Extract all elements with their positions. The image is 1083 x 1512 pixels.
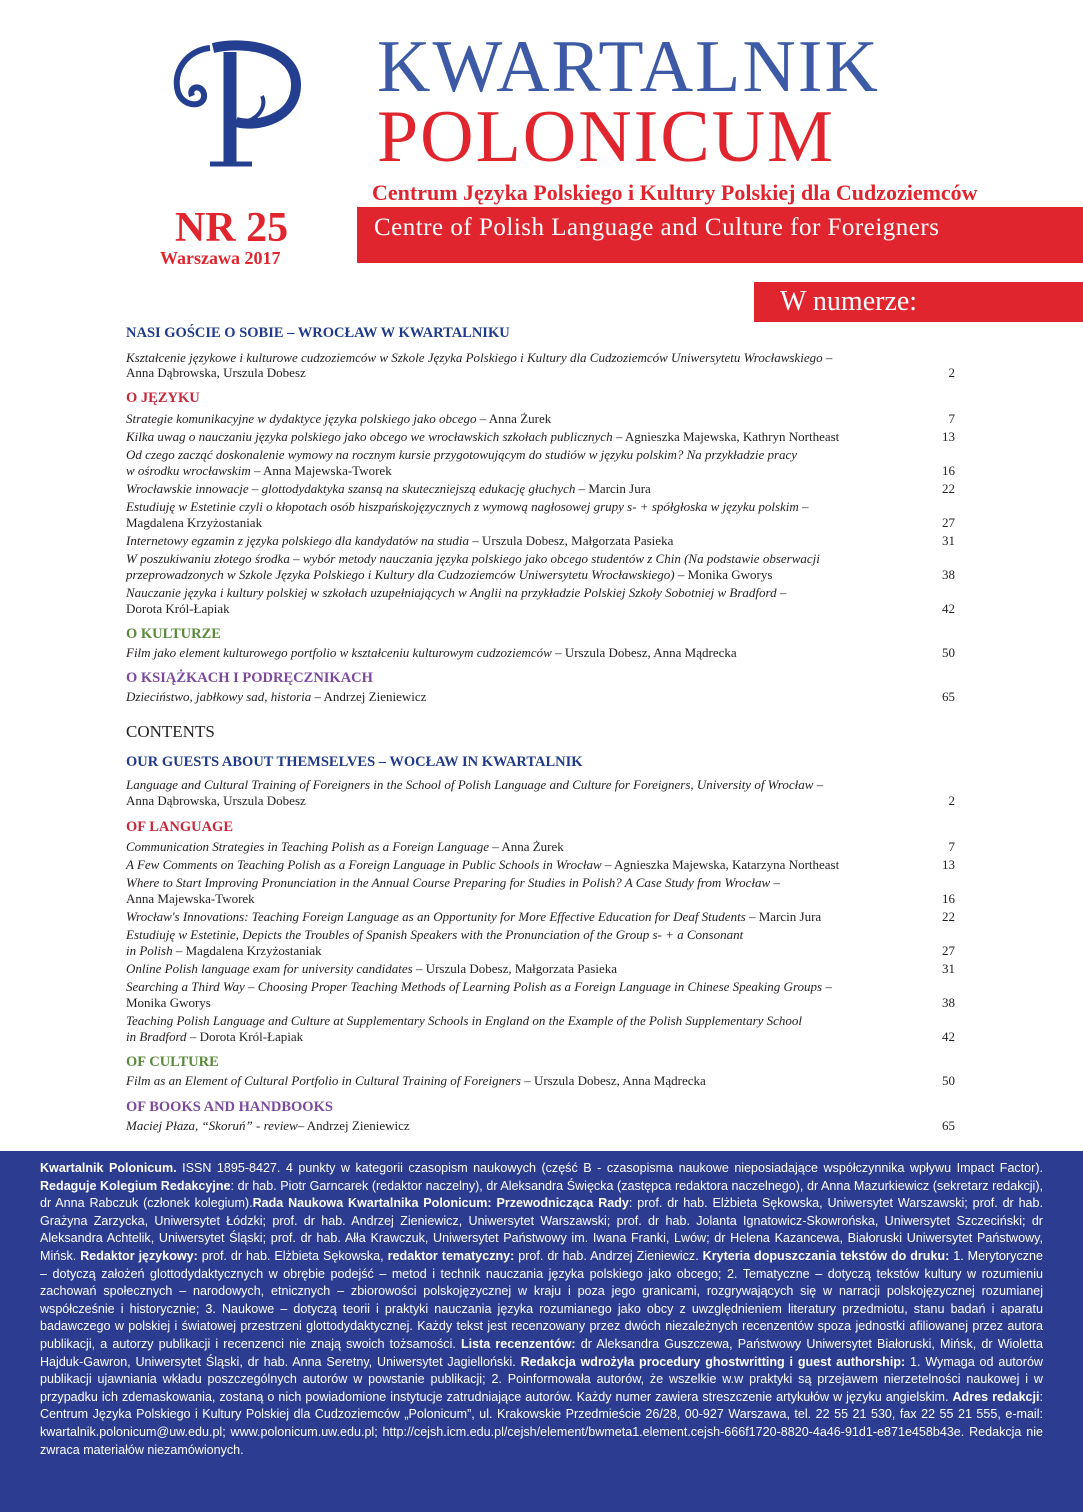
toc-entry-title: in Polish xyxy=(126,943,173,958)
journal-title-line1: KWARTALNIK xyxy=(377,26,880,108)
toc-entry-title: przeprowadzonych w Szkole Języka Polskiego i Kultury dla Cudzoziemców Uniwersytetu Wrocławskiego) xyxy=(126,567,678,582)
section-heading: O JĘZYKU xyxy=(126,390,200,406)
toc-entry-title: Kształcenie językowe i kulturowe cudzoziemców w Szkole Języka Polskiego i Kultury dla Cudzoziemców Uniwersytetu Wrocławskiego – xyxy=(126,350,833,365)
toc-entry-title: W poszukiwaniu złotego środka – wybór metody nauczania języka polskiego jako obcego studentów z Chin (Na podstawie obserwacji xyxy=(126,551,820,566)
toc-entry-authors: Dorota Król-Łapiak xyxy=(126,601,230,616)
toc-page-number: 27 xyxy=(942,943,955,958)
footer-text: prof. dr hab. Elżbieta Sękowska, xyxy=(197,1248,388,1263)
toc-entry-title: Where to Start Improving Pronunciation in the Annual Course Preparing for Studies in Polish? A Case Study from Wrocław – xyxy=(126,875,780,890)
footer-text: : dr hab. Piotr Garncarek (redaktor naczelny), dr Aleksandra Święcka (zastępca redaktora naczelnego), dr Anna Mazurkiewicz (sekretarz redakcji), dr Anna Rabczuk (członek kolegium). xyxy=(40,1178,1043,1211)
toc-entry-authors: Anna Dąbrowska, Urszula Dobesz xyxy=(126,793,306,808)
footer-text: dr Aleksandra Guszczewa, Państwowy Uniwersytet Białoruski, Mińsk, dr Wioletta Hajduk-Gawron, Uniwersytet Śląski, dr hab. Anna Seretny, Uniwersytet Jagielloński. xyxy=(40,1336,1044,1369)
toc-page-number: 42 xyxy=(942,601,955,616)
toc-entry-title: Film jako element kulturowego portfolio w kształceniu kulturowym cudzoziemców xyxy=(126,645,552,660)
toc-page-number: 38 xyxy=(942,995,955,1010)
toc-entry-title: Strategie komunikacyjne w dydaktyce języka polskiego jako obcego xyxy=(126,411,477,426)
footer-text: : prof. dr hab. Elżbieta Sękowska, Uniwersytet Warszawski; prof. dr hab. Grażyna Zarzycka, Uniwersytet Łódzki; prof. dr hab. Andrzej Zieniewicz, Uniwersytet Warszawski; prof. dr hab. Jolanta Ignatowicz-Skowrońska, Uniwersytet Szczeciński; dr Aleksandra Achtelik, Uniwersytet Śląski; prof. dr hab. Ałła Krawczuk, Uniwersytet Państwowy im. Iwana Franki, Lwów; dr Helena Kazancewa, Białoruski Uniwersytet Państwowy, Mińsk. xyxy=(40,1196,1043,1263)
toc-entry-title: Film as an Element of Cultural Portfolio in Cultural Training of Foreigners xyxy=(126,1073,521,1088)
footer-bold: Redaguje Kolegium Redakcyjne xyxy=(40,1178,231,1193)
toc-entry-authors: Anna Majewska-Tworek xyxy=(126,891,255,906)
toc-entry-title: Od czego zacząć doskonalenie wymowy na rocznym kursie przygotowującym do studiów w języku polskim? Na przykładzie pracy xyxy=(126,447,798,462)
toc-page-number: 65 xyxy=(942,1118,955,1133)
section-heading: OUR GUESTS ABOUT THEMSELVES – WOCŁAW IN KWARTALNIK xyxy=(126,754,583,770)
toc-entry-title: Kilka uwag o nauczaniu języka polskiego jako obcego we wrocławskich szkołach publicznych xyxy=(126,429,613,444)
footer-text: prof. dr hab. Andrzej Zieniewicz. xyxy=(514,1248,703,1263)
toc-entry-title: Searching a Third Way – Choosing Proper Teaching Methods of Learning Polish as a Foreign Language in Chinese Speaking Groups – xyxy=(126,979,832,994)
toc-entry-authors: Anna Dąbrowska, Urszula Dobesz xyxy=(126,365,306,380)
toc-entry-authors: Monika Gworys xyxy=(126,995,211,1010)
toc-page-number: 2 xyxy=(948,793,955,808)
toc-entry-title: Nauczanie języka i kultury polskiej w szkołach uzupełniających w Anglii na przykładzie Polskiej Szkoły Sobotniej w Bradford – xyxy=(126,585,787,600)
toc-page-number: 31 xyxy=(942,961,955,976)
toc-entry xyxy=(126,428,839,445)
toc-entry-authors: – Urszula Dobesz, Anna Mądrecka xyxy=(520,1073,706,1088)
toc-entry-authors: – Urszula Dobesz, Małgorzata Pasieka xyxy=(415,961,618,976)
toc-entry-authors: – Magdalena Krzyżostaniak xyxy=(172,943,322,958)
toc-entry-authors: – Urszula Dobesz, Małgorzata Pasieka xyxy=(469,533,674,548)
toc-entry-authors: – Andrzej Zieniewicz xyxy=(297,1118,410,1133)
toc-entry-title: Online Polish language exam for university candidates xyxy=(126,961,416,976)
toc-page-number: 50 xyxy=(942,1073,955,1088)
toc-entry xyxy=(126,942,322,959)
english-institution-name: Centre of Polish Language and Culture for Foreigners xyxy=(374,214,940,241)
toc-entry-authors: – Agnieszka Majewska, Katarzyna Northeast xyxy=(601,857,840,872)
toc-entry-authors: – Anna Żurek xyxy=(476,411,552,426)
polonicum-logo-icon xyxy=(158,30,308,180)
toc-page-number: 16 xyxy=(942,463,955,478)
footer-bold: Kryteria dopuszczania tekstów do druku: xyxy=(702,1248,950,1263)
toc-page-number: 50 xyxy=(942,645,955,660)
toc-page-number: 22 xyxy=(942,481,955,496)
footer-bold: Redaktor językowy: xyxy=(80,1248,198,1263)
toc-page-number: 7 xyxy=(948,411,955,426)
toc-entry-title: Language and Cultural Training of Foreigners in the School of Polish Language and Culture for Foreigners, University of Wrocław – xyxy=(126,777,824,792)
toc-entry-authors: – Dorota Król-Łapiak xyxy=(186,1029,304,1044)
toc-entry-authors: – Monika Gworys xyxy=(677,567,773,582)
toc-entry xyxy=(126,1117,410,1134)
in-issue-label: W numerze: xyxy=(780,286,918,317)
footer-text: ISSN 1895-8427. 4 punkty w kategorii czasopism naukowych (część B - czasopisma naukowe nieposiadające współczynnika wpływu Impact Factor). xyxy=(176,1161,1043,1175)
toc-entry-title: w ośrodku wrocławskim xyxy=(126,463,251,478)
toc-entry-title: Maciej Płaza, “Skoruń” - review xyxy=(126,1118,298,1133)
toc-entry xyxy=(126,908,821,925)
toc-entry-title: Internetowy egzamin z języka polskiego dla kandydatów na studia xyxy=(126,533,470,548)
toc-entry xyxy=(126,1072,706,1089)
toc-entry-title: Estudiuję w Estetinie czyli o kłopotach osób hiszpańskojęzycznych z wymową nagłosowej grupy s- + spółgłoska w języku polskim – xyxy=(126,499,809,514)
footer-bold: Lista recenzentów: xyxy=(461,1336,576,1351)
toc-entry-title: Communication Strategies in Teaching Polish as a Foreign Language xyxy=(126,839,490,854)
toc-entry-authors: – Agnieszka Majewska, Kathryn Northeast xyxy=(612,429,840,444)
toc-page-number: 7 xyxy=(948,839,955,854)
toc-page-number: 16 xyxy=(942,891,955,906)
footer-text: 1. Wymaga od autorów publikacji ujawniania wkładu poszczególnych autorów w powstanie publikacji; 2. Poinformowała autorów, że wszelkie w.w praktyki są przejawem nierzetelności naukowej i w przypadku ich zdemaskowania, zostaną o nich powiadomione instytucje zatrudniające autorów. Każdy numer zawiera streszczenie artykułów w języku angielskim. xyxy=(40,1354,1043,1404)
section-heading: O KSIĄŻKACH I PODRĘCZNIKACH xyxy=(126,670,373,686)
toc-entry-authors: – Marcin Jura xyxy=(575,481,651,496)
toc-entry xyxy=(126,462,392,479)
toc-page-number: 13 xyxy=(942,429,955,444)
section-heading: NASI GOŚCIE O SOBIE – WROCŁAW W KWARTALNIKU xyxy=(126,325,510,341)
polish-institution-name: Centrum Języka Polskiego i Kultury Polskiej dla Cudzoziemców xyxy=(372,180,978,205)
toc-entry-authors: – Anna Majewska-Tworek xyxy=(250,463,392,478)
toc-page-number: 65 xyxy=(942,689,955,704)
journal-title-line2: POLONICUM xyxy=(377,96,835,178)
toc-entry xyxy=(126,480,651,497)
toc-entry xyxy=(126,856,839,873)
toc-entry-title: A Few Comments on Teaching Polish as a Foreign Language in Public Schools in Wrocław xyxy=(126,857,602,872)
toc-entry xyxy=(126,566,772,583)
toc-page-number: 38 xyxy=(942,567,955,582)
footer-bold: Redakcja wdrożyła procedury ghostwritting i guest authorship: xyxy=(520,1354,906,1369)
toc-entry-authors: – Marcin Jura xyxy=(745,909,822,924)
footer-text: : Centrum Języka Polskiego i Kultury Polskiej dla Cudzoziemców „Polonicum”, ul. Krakowskie Przedmieście 26/28, 00-927 Warszawa, tel. 22 55 21 530, fax 22 55 21 555, e-mail: kwartalnik.polonicum@uw.edu.pl; www.polonicum.uw.edu.pl; http://cejsh.icm.edu.pl/cejsh/element/bwmeta1.element.cejsh-666f1720-8820-4a46-91d1-e871e458b43e. Redakcja nie zwraca materiałów niezamówionych. xyxy=(40,1389,1044,1457)
toc-page-number: 13 xyxy=(942,857,955,872)
footer-text: 1. Merytoryczne – dotyczą założeń glottodydaktycznych w obrębie podejść – metod i technik nauczania języka polskiego jako obcego; 2. Tematyczne – dotyczą tekstów kultury w rozumieniu zachowań społecznych – narodowych, etnicznych – zbiorowości polskojęzycznej w kraju i poza jego granicami, rozgrywających się w narracji polskojęzycznej rozumianej współcześnie i historycznie; 3. Naukowe – dotyczą teorii i praktyki nauczania języka rozumianego jako obcy z uwzględnieniem literatury przedmiotu, stanu badań i aparatu badawczego w polskiej i światowej przestrzeni glottodydaktycznej. Każdy tekst jest recenzowany przez dwóch niezależnych recenzentów spoza jednostki afiliowanej przez autora publikacji, a autorzy publikacji i recenzenci nie znają swoich tożsamości. xyxy=(40,1248,1043,1351)
toc-entry-title: Wrocławskie innowacje – glottodydaktyka szansą na skuteczniejszą edukację głuchych xyxy=(126,481,576,496)
toc-entry xyxy=(126,410,551,427)
footer-bold: Adres redakcji xyxy=(952,1389,1040,1404)
section-heading: O KULTURZE xyxy=(126,626,221,642)
toc-entry-title: Dzieciństwo, jabłkowy sad, historia xyxy=(126,689,312,704)
toc-entry xyxy=(126,838,564,855)
toc-page-number: 2 xyxy=(948,365,955,380)
toc-page-number: 42 xyxy=(942,1029,955,1044)
toc-page-number: 22 xyxy=(942,909,955,924)
section-heading: OF LANGUAGE xyxy=(126,819,234,835)
toc-entry-title: Teaching Polish Language and Culture at Supplementary Schools in England on the Example of the Polish Supplementary School xyxy=(126,1013,803,1028)
toc-entry xyxy=(126,1028,303,1045)
toc-page-number: 27 xyxy=(942,515,955,530)
toc-entry xyxy=(126,644,737,661)
contents-title: CONTENTS xyxy=(126,722,215,741)
toc-entry-title: Estudiuję w Estetinie, Depicts the Troubles of Spanish Speakers with the Pronunciation of the Group s- + a Consonant xyxy=(126,927,744,942)
issue-place-year: Warszawa 2017 xyxy=(160,248,281,268)
toc-entry xyxy=(126,960,617,977)
footer-bold: redaktor tematyczny: xyxy=(387,1248,515,1263)
toc-entry-title: in Bradford xyxy=(126,1029,187,1044)
section-heading: OF CULTURE xyxy=(126,1054,219,1070)
toc-entry xyxy=(126,532,673,549)
toc-entry-title: Wrocław's Innovations: Teaching Foreign Language as an Opportunity for More Effective Education for Deaf Students xyxy=(126,909,746,924)
editorial-info-text xyxy=(40,1160,1043,1459)
toc-page-number: 31 xyxy=(942,533,955,548)
footer-bold: Rada Naukowa Kwartalnika Polonicum: Przewodnicząca Rady xyxy=(252,1196,629,1211)
toc-entry xyxy=(126,688,426,705)
toc-entry-authors: – Andrzej Zieniewicz xyxy=(311,689,427,704)
section-heading: OF BOOKS AND HANDBOOKS xyxy=(126,1099,333,1115)
toc-entry-authors: – Urszula Dobesz, Anna Mądrecka xyxy=(551,645,737,660)
footer-bold: Kwartalnik Polonicum. xyxy=(40,1161,177,1175)
toc-entry-authors: Magdalena Krzyżostaniak xyxy=(126,515,263,530)
toc-entry-authors: – Anna Żurek xyxy=(489,839,564,854)
issue-number: NR 25 xyxy=(175,205,289,251)
